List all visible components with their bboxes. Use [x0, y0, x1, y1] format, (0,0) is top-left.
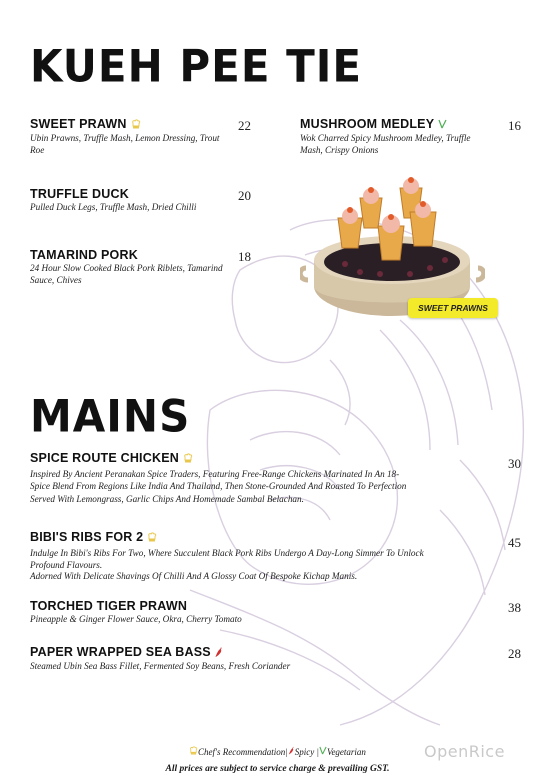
legend-veg-label: Vegetarian — [326, 747, 366, 757]
item-price: 16 — [508, 118, 521, 133]
item-name: TAMARIND PORK — [30, 248, 138, 262]
chef-recommendation-icon — [189, 747, 198, 757]
item-description: Pineapple & Ginger Flower Sauce, Okra, Cherry Tomato — [30, 614, 242, 624]
item-serving-note: Served With Lemongrass, Garlic Chips And Homemade Sambal Belachan. — [30, 494, 304, 504]
section-title-mains: MAINS — [30, 390, 191, 443]
item-name: SWEET PRAWN — [30, 117, 127, 131]
item-price: 18 — [238, 249, 251, 264]
chef-recommendation-icon — [183, 452, 193, 467]
price-note: All prices are subject to service charge & prevailing GST. — [165, 764, 390, 774]
chef-recommendation-icon — [147, 531, 157, 546]
openrice-watermark: OpenRice — [424, 742, 505, 761]
item-description: Indulge In Bibi's Ribs For Two, Where Succulent Black Pork Ribs Undergo A Day-Long Simmer To Unlock Profound Flavours. — [30, 548, 424, 570]
item-price: 28 — [508, 646, 521, 661]
menu-item-sweet-prawn — [30, 117, 230, 156]
item-description: Pulled Duck Legs, Truffle Mash, Dried Chilli — [30, 202, 197, 212]
item-description: Ubin Prawns, Truffle Mash, Lemon Dressing, Trout Roe — [30, 133, 220, 155]
legend-chef-label: Chef's Recommendation — [198, 747, 286, 757]
legend-separator: | — [285, 747, 288, 757]
item-name: TORCHED TIGER PRAWN — [30, 599, 188, 613]
item-name: TRUFFLE DUCK — [30, 187, 129, 201]
menu-item-paper-wrapped-sea-bass — [30, 645, 430, 673]
item-name: SPICE ROUTE CHICKEN — [30, 451, 179, 465]
menu-item-tamarind-pork — [30, 248, 235, 286]
spicy-icon — [288, 747, 295, 757]
item-description: Steamed Ubin Sea Bass Fillet, Fermented Soy Beans, Fresh Coriander — [30, 661, 291, 671]
photo-caption-tag: SWEET PRAWNS — [408, 298, 498, 318]
menu-item-mushroom-medley — [300, 117, 480, 156]
section-title-kueh-pee-tie: KUEH PEE TIE — [30, 40, 363, 93]
menu-item-torched-tiger-prawn — [30, 599, 410, 626]
item-price: 22 — [238, 118, 251, 133]
vegetarian-icon — [319, 747, 327, 757]
item-name: PAPER WRAPPED SEA BASS — [30, 645, 211, 659]
item-price: 20 — [238, 188, 251, 203]
menu-item-spice-route-chicken — [30, 451, 410, 506]
item-description: Wok Charred Spicy Mushroom Medley, Truffle Mash, Crispy Onions — [300, 133, 471, 155]
item-name: MUSHROOM MEDLEY — [300, 117, 435, 131]
legend-spicy-label: Spicy — [294, 747, 315, 757]
menu-item-bibis-ribs — [30, 530, 440, 583]
legend-separator: | — [314, 747, 319, 757]
menu-item-truffle-duck — [30, 187, 250, 214]
item-price: 30 — [508, 456, 521, 471]
chef-recommendation-icon — [131, 118, 141, 133]
item-price: 45 — [508, 535, 521, 550]
item-description: Inspired By Ancient Peranakan Spice Traders, Featuring Free-Range Chickens Marinated In An 18-Spice Blend From Regions Like India And Thailand, Then Stone-Grounded And Roasted To Perfection — [30, 469, 407, 491]
item-description: 24 Hour Slow Cooked Black Pork Riblets, Tamarind Sauce, Chives — [30, 263, 223, 285]
item-name: BIBI'S RIBS FOR 2 — [30, 530, 144, 544]
spicy-icon — [215, 646, 223, 661]
vegetarian-icon — [438, 118, 447, 133]
item-serving-note: Adorned With Delicate Shavings Of Chilli And A Glossy Coat Of Bespoke Kichap Manis. — [30, 571, 358, 581]
item-price: 38 — [508, 600, 521, 615]
